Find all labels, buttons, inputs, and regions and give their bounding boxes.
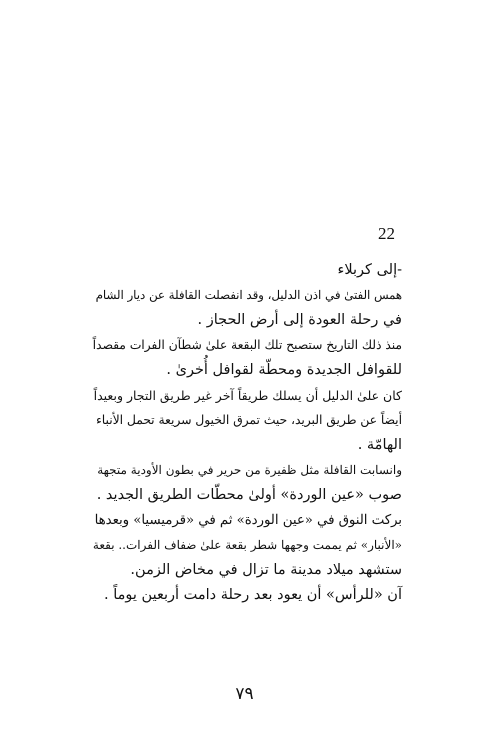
text-line: ستشهد ميلاد مدينة ما تزال في مخاض الزمن. bbox=[130, 562, 402, 578]
text-line: أيضاً عن طريق البريد، حيث تمرق الخيول سريعة تحمل الأنباء bbox=[96, 413, 402, 427]
body-text bbox=[92, 258, 402, 608]
text-line: وانسابت القافلة مثل ظفيرة من حرير في بطون الأودية متجهة bbox=[97, 463, 402, 477]
text-line-heading: -إلى كربلاء bbox=[337, 262, 402, 278]
page-number: ٧٩ bbox=[235, 684, 254, 704]
text-line: آن «للرأس» أن يعود بعد رحلة دامت أربعين يوماً . bbox=[104, 587, 402, 603]
text-line: همس الفتىٰ في اذن الدليل، وقد انفصلت القافلة عن ديار الشام bbox=[95, 288, 402, 302]
text-line: منذ ذلك التاريخ ستصبح تلك البقعة علىٰ شطآن الفرات مقصداً bbox=[92, 338, 402, 352]
section-number: 22 bbox=[378, 224, 395, 243]
text-line: في رحلة العودة إلى أرض الحجاز . bbox=[197, 312, 402, 328]
text-line: بركت النوق في «عين الوردة» ثم في «قرميسيا» وبعدها bbox=[94, 513, 402, 528]
text-line: للقوافل الجديدة ومحطّة لقوافل أُخرىٰ . bbox=[166, 362, 402, 378]
text-line: الهامّة . bbox=[357, 437, 402, 453]
text-line: كان علىٰ الدليل أن يسلك طريقاً آخر غير طريق التجار وبعيداً bbox=[93, 388, 402, 403]
text-line: «الأنبار» ثم يممت وجهها شطر بقعة علىٰ ضفاف الفرات.. بقعة bbox=[92, 538, 402, 552]
text-line: صوب «عين الوردة» أولىٰ محطّات الطريق الجديد . bbox=[96, 487, 402, 503]
